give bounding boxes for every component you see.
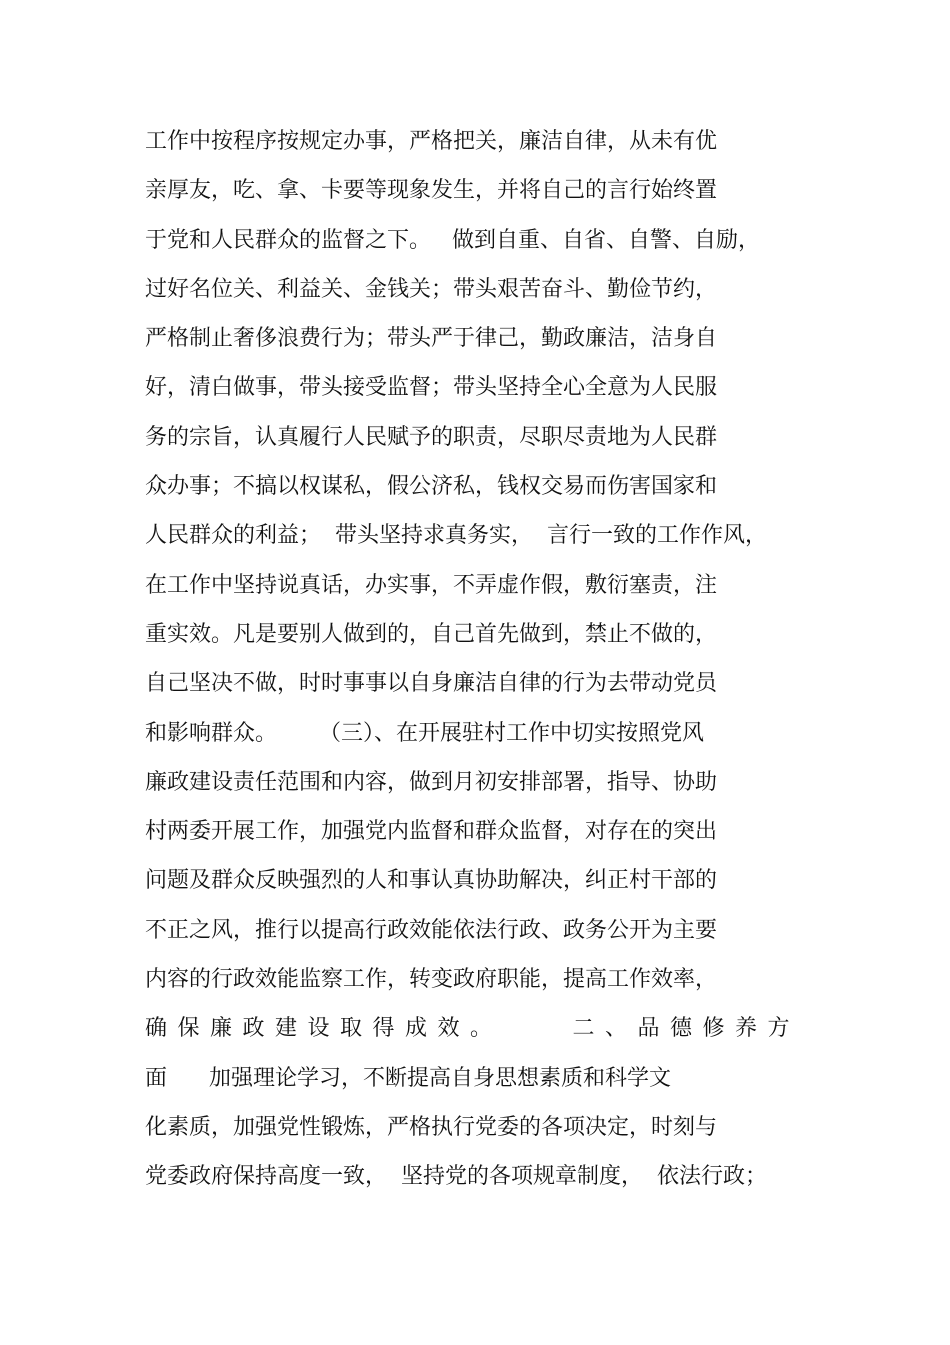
text-line: 不正之风，推行以提高行政效能依法行政、政务公开为主要: [145, 917, 718, 943]
text-line: 内容的行政效能监察工作，转变政府职能，提高工作效率，: [145, 967, 718, 993]
body-text: [145, 117, 825, 1202]
text-line: 严格制止奢侈浪费行为；带头严于律己，勤政廉洁，洁身自: [145, 326, 718, 352]
text-line: 廉政建设责任范围和内容，做到月初安排部署，指导、协助: [145, 769, 718, 795]
text-line: 在工作中坚持说真话，办实事，不弄虚作假，敷衍塞责，注: [145, 572, 718, 598]
text-line: 过好名位关、利益关、金钱关；带头艰苦奋斗、勤俭节约，: [145, 276, 718, 302]
text-line: 于党和人民群众的监督之下。 做到自重、自省、自警、自励，: [145, 227, 760, 253]
text-line: 化素质，加强党性锻炼，严格执行党委的各项决定，时刻与: [145, 1114, 718, 1140]
text-line: 务的宗旨，认真履行人民赋予的职责，尽职尽责地为人民群: [145, 424, 718, 450]
text-line: 工作中按程序按规定办事，严格把关，廉洁自律，从未有优: [145, 129, 718, 154]
text-line: 问题及群众反映强烈的人和事认真协助解决，纠正村干部的: [145, 868, 718, 894]
text-line: 众办事；不搞以权谋私，假公济私，钱权交易而伤害国家和: [145, 474, 718, 500]
text-line: 面 加强理论学习，不断提高自身思想素质和科学文: [145, 1065, 671, 1091]
text-line: 自己坚决不做，时时事事以自身廉洁自律的行为去带动党员: [145, 671, 718, 697]
text-line: 人民群众的利益； 带头坚持求真务实， 言行一致的工作作风，: [145, 523, 767, 549]
text-line: 和影响群众。 （三）、在开展驻村工作中切实按照党风: [145, 720, 704, 746]
text-line: 好，清白做事，带头接受监督；带头坚持全心全意为人民服: [145, 375, 718, 401]
text-line: 重实效。凡是要别人做到的，自己首先做到，禁止不做的，: [145, 621, 718, 647]
text-line: 确保廉政建设取得成效。 二、品德修养方: [145, 1016, 800, 1042]
text-line: 党委政府保持高度一致， 坚持党的各项规章制度， 依法行政；: [145, 1164, 767, 1190]
text-line: 村两委开展工作，加强党内监督和群众监督，对存在的突出: [145, 819, 718, 845]
text-line: 亲厚友，吃、拿、卡要等现象发生，并将自己的言行始终置: [145, 178, 718, 204]
